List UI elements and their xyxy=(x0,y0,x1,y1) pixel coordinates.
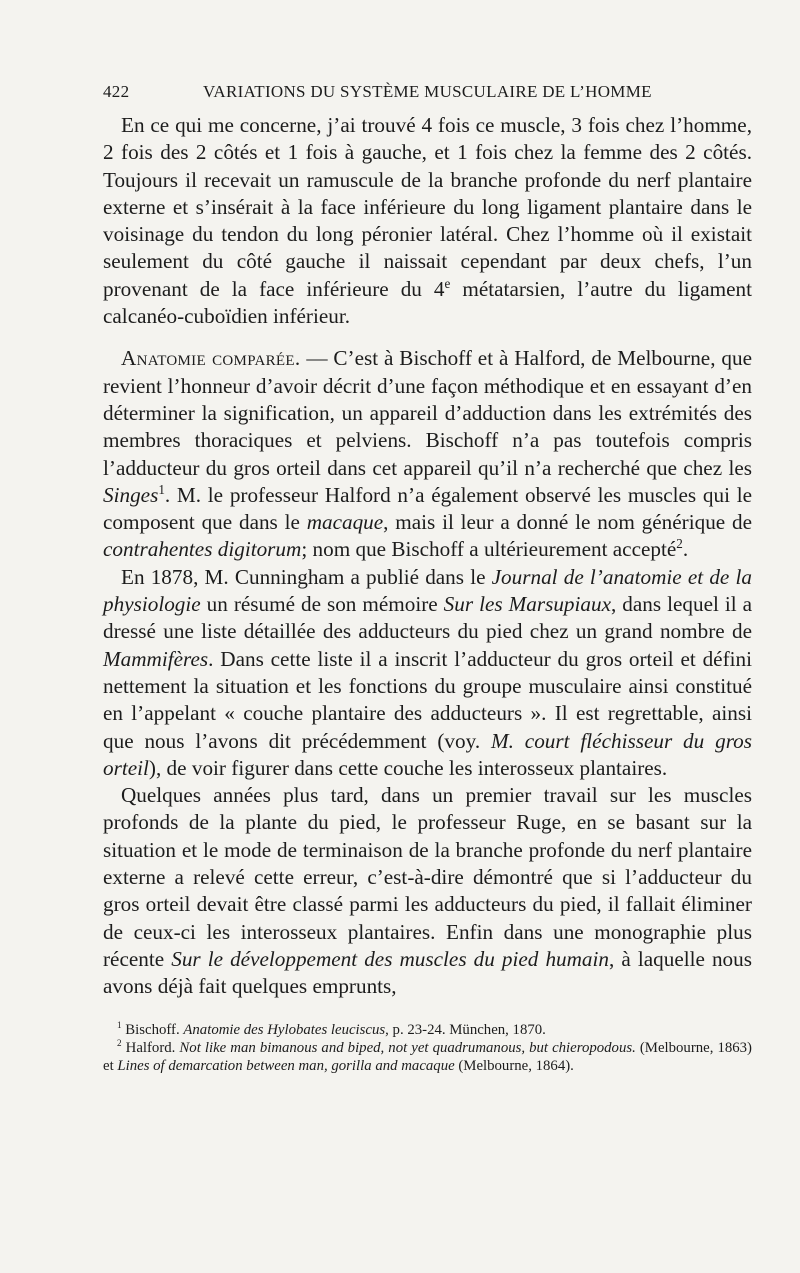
italic-mammiferes: Mammifères xyxy=(103,646,209,671)
footnote-2-title-1: Not like man bimanous and biped, not yet quadrumanous, but chieropodous. xyxy=(179,1039,636,1056)
footnote-ref-1[interactable]: 1 xyxy=(158,481,165,497)
footnote-2-author: Halford. xyxy=(121,1039,180,1056)
footnotes xyxy=(103,1021,752,1075)
paragraph-3-text-b: un résumé de son mémoire xyxy=(200,592,444,617)
paragraph-1-text-end: métatarsien, l’autre du ligament calcanéo-cuboïdien inférieur. xyxy=(103,276,752,329)
italic-journal-title: Journal de l’anatomie et de la physiologie xyxy=(103,564,752,617)
italic-macaque: macaque xyxy=(306,510,384,535)
footnote-2-pub-2: (Melbourne, 1864). xyxy=(454,1057,574,1074)
page-number: 422 xyxy=(103,82,130,101)
footnote-2-pub-1: (Melbourne, 1863) et xyxy=(103,1039,752,1074)
paragraph-3-text-a: En 1878, M. Cunningham a publié dans le xyxy=(121,564,492,589)
paragraph-4-text-a: Quelques années plus tard, dans un premier travail sur les muscles profonds de la plante du pied, le professeur Ruge, en se basant sur la situation et le mode de terminaison de la branche profonde du nerf plantaire externe a relevé cette erreur, c’est-à-dire démontré que si l’adducteur du gros orteil devait être classé parmi les adducteurs du pied, il fallait éliminer de ceux-ci les interosseux plantaires. Enfin dans une monographie plus récente xyxy=(103,783,752,971)
footnote-1-title: Anatomie des Hylobates leuciscus xyxy=(183,1021,386,1038)
footnote-1-pub: , p. 23-24. München, 1870. xyxy=(385,1021,546,1038)
paragraph-4 xyxy=(103,782,752,1000)
footnote-2 xyxy=(103,1039,752,1075)
footnote-ref-2[interactable]: 2 xyxy=(676,536,683,552)
paragraph-2-text-c: , mais il leur a donné le nom générique de xyxy=(383,510,752,535)
body-text xyxy=(103,112,752,1001)
paragraph-3-text-e: ), de voir figurer dans cette couche les interosseux plantaires. xyxy=(148,755,668,780)
superscript-e: e xyxy=(444,275,451,291)
paragraph-3-text-c: , dans lequel il a dressé une liste détaillée des adducteurs du pied chez un grand nombre de xyxy=(103,592,752,644)
paragraph-1 xyxy=(103,112,752,330)
running-title: VARIATIONS DU SYSTÈME MUSCULAIRE DE L’HOMME xyxy=(203,82,652,101)
footnote-2-mark: 2 xyxy=(117,1037,122,1048)
paragraph-4-text-b: , à laquelle nous avons déjà fait quelques emprunts, xyxy=(103,946,752,999)
footnote-1 xyxy=(103,1021,752,1039)
paragraph-2-text-a: — C’est à Bischoff et à Halford, de Melbourne, que revient l’honneur d’avoir décrit d’une façon méthodique et en essayant d’en déterminer la signification, un appareil d’adduction dans les extrémités des membres thoraciques et pelviens. Bischoff n’a pas toutefois compris l’adducteur du gros orteil dans cet appareil qu’il n’a recherché que chez les xyxy=(103,346,752,480)
page-header xyxy=(103,82,752,110)
paragraph-2-text-e: . xyxy=(682,537,689,562)
paragraph-2-text-b: . M. le professeur Halford n’a également observé les muscles qui le composent que dans le xyxy=(103,482,752,535)
paragraph-3 xyxy=(103,564,752,782)
paragraph-3-text-d: . Dans cette liste il a inscrit l’adducteur du gros orteil et défini nettement la situation et les fonctions du groupe musculaire ainsi constitué en l’appelant « couche plantaire des adducteurs ». Il est regrettable, ainsi que nous l’avons dit précédemment (voy. xyxy=(103,646,752,753)
paragraph-2 xyxy=(103,345,752,563)
italic-singes: Singes xyxy=(103,482,159,507)
italic-contrahentes: contrahentes digitorum xyxy=(103,537,302,562)
section-lead: Anatomie comparée. xyxy=(121,346,301,371)
paragraph-1-text: En ce qui me concerne, j’ai trouvé 4 fois ce muscle, 3 fois chez l’homme, 2 fois des 2 côtés et 1 fois à gauche, et 1 fois chez la femme des 2 côtés. Toujours il recevait un ramuscule de la branche profonde du nerf plantaire externe et s’insérait à la face inférieure du long ligament plantaire dans le voisinage du tendon du long péronier latéral. Chez l’homme où il existait seulement du côté gauche il naissait cependant par deux chefs, l’un provenant de la face inférieure du 4 xyxy=(103,113,752,301)
paragraph-2-text-d: ; nom que Bischoff a ultérieurement accepté xyxy=(301,537,677,562)
footnote-1-mark: 1 xyxy=(117,1019,122,1030)
italic-muscle-ref: M. court fléchisseur du gros orteil xyxy=(103,728,752,780)
footnote-1-author: Bischoff. xyxy=(121,1021,184,1038)
italic-monograph-title: Sur le développement des muscles du pied humain xyxy=(171,946,610,971)
footnote-2-title-2: Lines of demarcation between man, gorilla and macaque xyxy=(117,1057,455,1074)
italic-marsupiaux: Sur les Marsupiaux xyxy=(443,592,611,617)
